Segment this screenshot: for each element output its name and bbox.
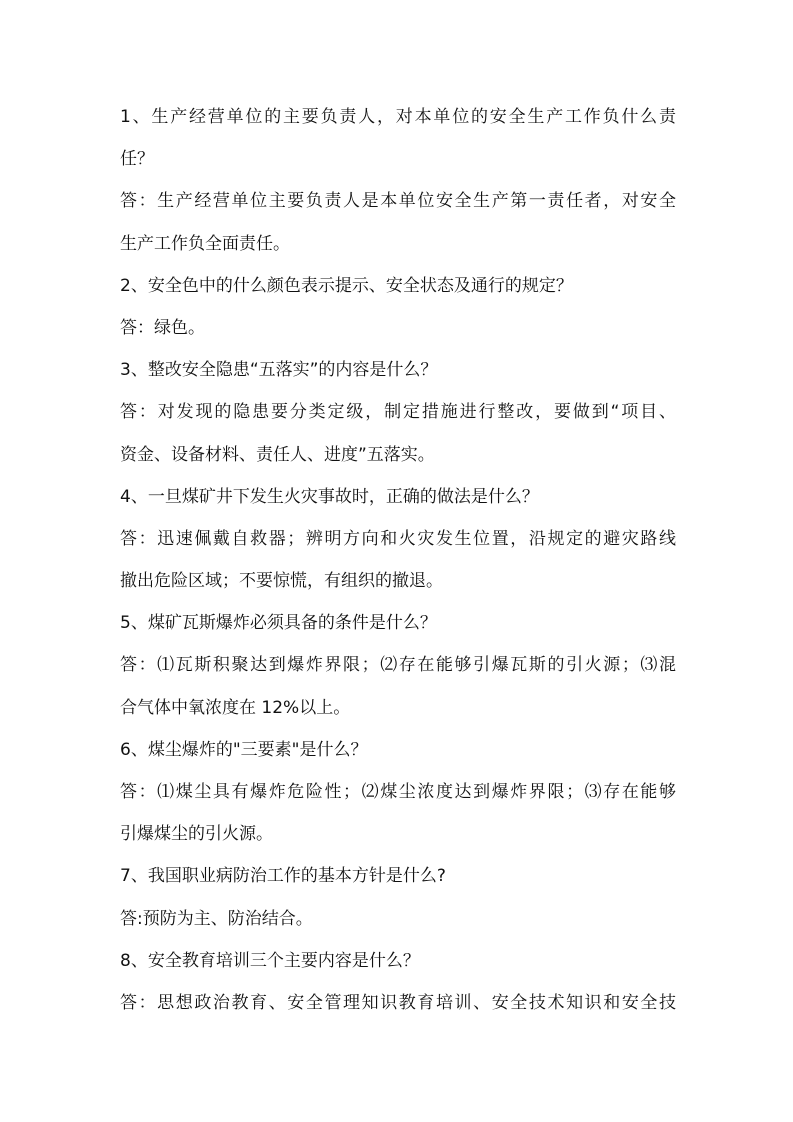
- question-3: 3、整改安全隐患“五落实”的内容是什么？: [120, 360, 438, 381]
- question-2: 2、安全色中的什么颜色表示提示、安全状态及通行的规定？: [120, 275, 573, 296]
- document-body: [120, 96, 676, 1024]
- answer-5-line-2: 合气体中氧浓度在 12%以上。: [120, 697, 351, 718]
- answer-7: 答:预防为主、防治结合。: [120, 908, 313, 929]
- question-1-line-2: 任？: [120, 149, 154, 170]
- answer-1-line-1: 答：生产经营单位主要负责人是本单位安全生产第一责任者，对安全: [120, 191, 676, 212]
- answer-4-line-1: 答：迅速佩戴自救器；辨明方向和火灾发生位置，沿规定的避灾路线: [120, 528, 676, 549]
- question-1-line-1: 1、生产经营单位的主要负责人，对本单位的安全生产工作负什么责: [120, 107, 676, 127]
- answer-3-line-2: 资金、设备材料、责任人、进度”五落实。: [120, 444, 435, 465]
- question-8: 8、安全教育培训三个主要内容是什么？: [120, 950, 420, 971]
- answer-5-line-1: 答：⑴瓦斯积聚达到爆炸界限；⑵存在能够引爆瓦斯的引火源；⑶混: [120, 655, 676, 676]
- question-4: 4、一旦煤矿井下发生火灾事故时，正确的做法是什么？: [120, 486, 539, 507]
- answer-6-line-1: 答：⑴煤尘具有爆炸危险性；⑵煤尘浓度达到爆炸界限；⑶存在能够: [120, 782, 676, 802]
- answer-4-line-2: 撤出危险区域；不要惊慌，有组织的撤退。: [120, 571, 443, 592]
- answer-1-line-2: 生产工作负全面责任。: [120, 233, 290, 254]
- question-5: 5、煤矿瓦斯爆炸必须具备的条件是什么？: [120, 613, 437, 634]
- answer-8-line-1: 答：思想政治教育、安全管理知识教育培训、安全技术知识和安全技: [120, 992, 676, 1013]
- question-7: 7、我国职业病防治工作的基本方针是什么?: [120, 866, 446, 887]
- answer-6-line-2: 引爆煤尘的引火源。: [120, 824, 273, 845]
- answer-2: 答：绿色。: [120, 317, 205, 338]
- question-6: 6、煤尘爆炸的"三要素"是什么？: [120, 739, 368, 760]
- answer-3-line-1: 答：对发现的隐患要分类定级，制定措施进行整改，要做到“项目、: [120, 402, 676, 423]
